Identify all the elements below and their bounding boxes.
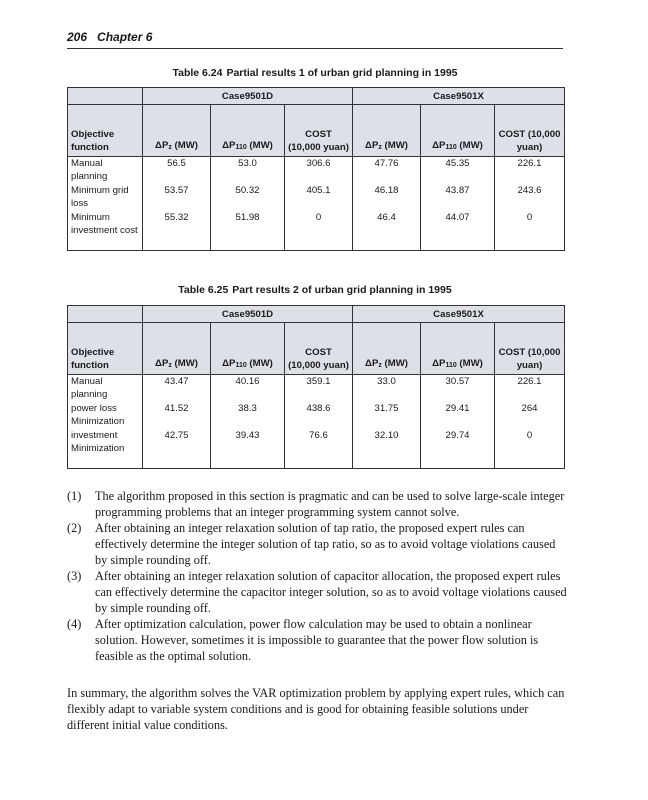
table-cell: 50.32	[211, 184, 285, 211]
table-row	[68, 211, 565, 251]
table-cell: 0	[495, 429, 565, 469]
table-cell: 29.41	[421, 402, 495, 429]
table-cell: 56.5	[143, 157, 211, 184]
list-number: (4)	[67, 617, 82, 631]
table-cell: 438.6	[285, 402, 353, 429]
list-text: The algorithm proposed in this section is pragmatic and can be used to solve large-scale integer programming problems that an integer programming system cannot solve.	[95, 489, 565, 519]
column-header: Objective function	[68, 105, 143, 157]
list-item	[67, 616, 567, 664]
list-text: After obtaining an integer relaxation solution of capacitor allocation, the proposed expert rules can effectively determine the capacitor integer solution, so as to avoid voltage violations caused by simple rounding off.	[95, 569, 567, 615]
running-header	[67, 30, 563, 49]
table-label: Table 6.24	[172, 67, 223, 79]
results-table	[67, 305, 565, 469]
table-caption	[67, 284, 563, 296]
table-cell: 32.10	[353, 429, 421, 469]
table-cell: 43.87	[421, 184, 495, 211]
table-cell: 43.47	[143, 375, 211, 402]
column-header: ΔPz (MW)	[353, 323, 421, 375]
table-label: Table 6.25	[178, 284, 229, 296]
table-cell: 53.57	[143, 184, 211, 211]
list-text: After optimization calculation, power flow calculation may be used to obtain a nonlinear solution. However, sometimes it is impossible to guarantee that the power flow solution is feasible as the optimal solution.	[95, 617, 539, 663]
group-header: Case9501D	[143, 306, 353, 323]
column-header: ΔP110 (MW)	[421, 323, 495, 375]
table-cell: 0	[285, 211, 353, 251]
group-header: Case9501D	[143, 88, 353, 105]
table-cell: 41.52	[143, 402, 211, 429]
column-header: ΔP110 (MW)	[211, 105, 285, 157]
table-title: Part results 2 of urban grid planning in 1995	[232, 284, 452, 296]
table-row	[68, 429, 565, 469]
column-header: COST (10,000 yuan)	[495, 105, 565, 157]
group-header: Case9501X	[353, 88, 565, 105]
table-cell: Minimum grid loss	[68, 184, 143, 211]
table-cell: 30.57	[421, 375, 495, 402]
table-cell: 226.1	[495, 157, 565, 184]
table-row	[68, 375, 565, 402]
table-cell: 53.0	[211, 157, 285, 184]
table-cell: 31.75	[353, 402, 421, 429]
table-cell: 33.0	[353, 375, 421, 402]
column-header: ΔPz (MW)	[353, 105, 421, 157]
list-number: (1)	[67, 489, 82, 503]
table-cell: 306.6	[285, 157, 353, 184]
table-cell: 0	[495, 211, 565, 251]
column-header: COST (10,000 yuan)	[495, 323, 565, 375]
group-header: Case9501X	[353, 306, 565, 323]
table-cell: 46.18	[353, 184, 421, 211]
table-cell: 45.35	[421, 157, 495, 184]
list-item	[67, 568, 567, 616]
table-cell: 405.1	[285, 184, 353, 211]
table-cell: 51.98	[211, 211, 285, 251]
table-cell: 38.3	[211, 402, 285, 429]
column-header: ΔPz (MW)	[143, 323, 211, 375]
table-cell: 359.1	[285, 375, 353, 402]
list-number: (2)	[67, 521, 82, 535]
table-cell: investment Minimization	[68, 429, 143, 469]
summary-paragraph: In summary, the algorithm solves the VAR optimization problem by applying expert rules, which can flexibly adapt to variable system conditions and is good for obtaining feasible solutions under different initial value conditions.	[67, 686, 565, 732]
table-cell: 47.76	[353, 157, 421, 184]
table-cell: Minimum investment cost	[68, 211, 143, 251]
column-header: COST (10,000 yuan)	[285, 105, 353, 157]
table-cell: 264	[495, 402, 565, 429]
table-cell: 76.6	[285, 429, 353, 469]
page-number: 206	[67, 30, 88, 44]
column-header: ΔP110 (MW)	[421, 105, 495, 157]
table-cell: 40.16	[211, 375, 285, 402]
table-cell: 44.07	[421, 211, 495, 251]
table-title: Partial results 1 of urban grid planning in 1995	[226, 67, 458, 79]
list-number: (3)	[67, 569, 82, 583]
table-cell: Manual planning	[68, 375, 143, 402]
table-row	[68, 157, 565, 184]
table-cell: 226.1	[495, 375, 565, 402]
table-cell: 39.43	[211, 429, 285, 469]
table-cell: 243.6	[495, 184, 565, 211]
list-item	[67, 520, 567, 568]
table-cell: power loss Minimization	[68, 402, 143, 429]
table-cell: 42.75	[143, 429, 211, 469]
results-table	[67, 87, 565, 251]
list-item	[67, 488, 567, 520]
chapter-label: Chapter 6	[97, 30, 153, 44]
table-cell: 46.4	[353, 211, 421, 251]
numbered-list	[67, 488, 567, 664]
table-cell: Manual planning	[68, 157, 143, 184]
column-header: Objective function	[68, 323, 143, 375]
column-header: COST (10,000 yuan)	[285, 323, 353, 375]
list-text: After obtaining an integer relaxation solution of tap ratio, the proposed expert rules can effectively determine the integer solution of tap ratio, so as to avoid voltage violations caused by simple rounding off.	[95, 521, 556, 567]
column-header: ΔPz (MW)	[143, 105, 211, 157]
table-caption	[67, 67, 563, 79]
table-cell: 55.32	[143, 211, 211, 251]
table-row	[68, 402, 565, 429]
table-cell: 29.74	[421, 429, 495, 469]
table-row	[68, 184, 565, 211]
column-header: ΔP110 (MW)	[211, 323, 285, 375]
